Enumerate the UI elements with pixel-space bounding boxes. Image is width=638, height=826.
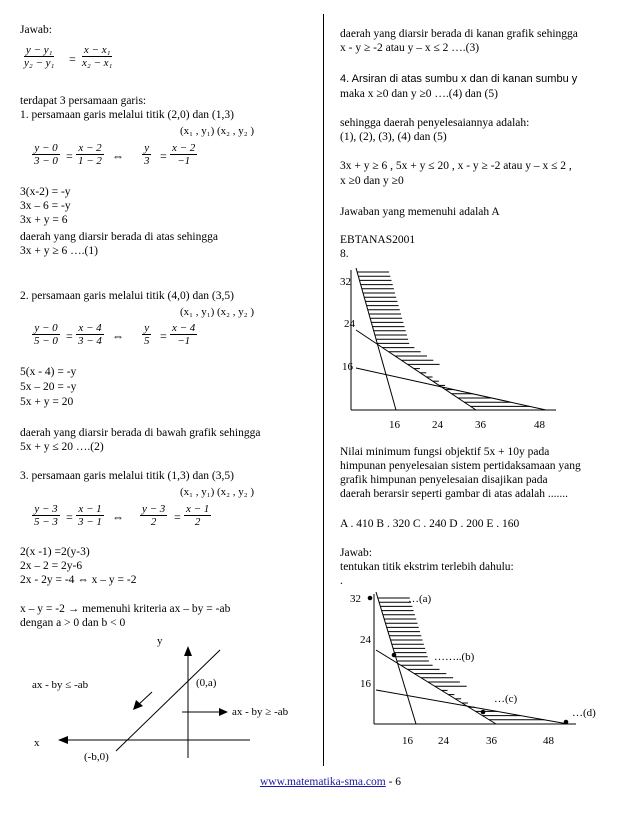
eq3-step: 2x – 2 = 2y-6 — [20, 560, 83, 572]
eq3-frac1: $\frac{y - 3}{5 - 3}$ — [34, 503, 58, 528]
sketch-line — [116, 650, 220, 751]
eq1-step: 3(x-2) = -y — [20, 186, 71, 198]
hint-text: tentukan titik ekstrim terlebih dahulu: — [340, 561, 514, 573]
footer — [260, 776, 401, 789]
question-line: Nilai minimum fungsi objektif 5x + 10y pada — [340, 446, 550, 458]
eq2-points: (x₁ , y₁) (x₂ , y₂ ) — [180, 306, 254, 318]
eq1-frac4: $\frac{x - 2}{-1}$ — [172, 142, 196, 167]
boundary-line-2 — [356, 330, 476, 410]
eq3-frac3: $\frac{y - 3}{2}$ — [142, 503, 166, 528]
equals-sign: = — [174, 510, 181, 524]
answer-options: A . 410 B . 320 C . 240 D . 200 E . 160 — [340, 518, 520, 530]
x-tick: 24 — [438, 735, 449, 747]
y-axis-arrow — [184, 646, 192, 656]
right-inequality: ax - by ≥ -ab — [232, 706, 289, 718]
eq3-frac4: $\frac{x - 1}{2}$ — [186, 503, 210, 528]
page-number: - 6 — [388, 776, 402, 788]
general-formula-right: $\frac{\text{x − x₁}}{\text{x₂ − x₁}}$ — [82, 44, 113, 69]
eq3-step: 2(x -1) =2(y-3) — [20, 546, 90, 558]
question-line: himpunan penyelesaian sistem pertidaksamaan yang — [340, 460, 581, 472]
eq1-points: (x₁ , y₁) (x₂ , y₂ ) — [180, 125, 254, 137]
boundary-line-1 — [376, 592, 416, 724]
left-region-arrow — [138, 692, 152, 705]
equals-sign: = — [66, 149, 73, 163]
eq1-step: daerah yang diarsir berada di atas sehingga — [20, 231, 218, 243]
point-b-label: (-b,0) — [84, 751, 109, 763]
y-tick: 32 — [340, 276, 351, 288]
p3-result: (1), (2), (3), (4) dan (5) — [340, 131, 447, 143]
eq1-title: 1. persamaan garis melalui titik (2,0) dan (1,3) — [20, 109, 234, 121]
y-tick: 24 — [360, 634, 371, 646]
eq2-step: daerah yang diarsir berada di bawah grafik sehingga — [20, 427, 261, 439]
hatch-lines — [357, 272, 530, 406]
x-tick: 16 — [402, 735, 413, 747]
eq1-result: 3x + y ≥ 6 ….(1) — [20, 245, 98, 257]
eq1-frac1: $\frac{y - 0}{3 - 0}$ — [34, 142, 58, 167]
intro-text: terdapat 3 persamaan garis: — [20, 95, 147, 107]
eq1-frac2: $\frac{x - 2}{1 - 2}$ — [78, 142, 102, 167]
column-divider — [323, 14, 324, 766]
iff-symbol: ⇔ — [112, 149, 124, 163]
p3-line: sehingga daerah penyelesaiannya adalah: — [340, 117, 530, 129]
x-tick: 24 — [432, 419, 443, 431]
equals-sign: = — [66, 329, 73, 343]
label-b: ……..(b) — [434, 651, 475, 663]
eq2-frac2: $\frac{x - 4}{3 - 4}$ — [78, 322, 102, 347]
eq1-step: 3x + y = 6 — [20, 214, 68, 226]
region-chart-2 — [336, 586, 606, 752]
x-tick: 36 — [486, 735, 497, 747]
equals-sign: = — [160, 329, 167, 343]
dot-mark: . — [340, 575, 343, 587]
p2-line: 4. Arsiran di atas sumbu x dan di kanan sumbu y — [340, 73, 578, 85]
eq2-step: 5x + y = 20 — [20, 396, 74, 408]
p1-result: x - y ≥ -2 atau y – x ≤ 2 ….(3) — [340, 42, 480, 54]
x-tick: 36 — [475, 419, 486, 431]
extreme-point-c — [481, 710, 486, 715]
left-inequality: ax - by ≤ -ab — [32, 679, 89, 691]
iff-symbol: ⇔ — [112, 329, 124, 343]
label-a: …(a) — [408, 593, 432, 605]
general-formula-left: $\frac{\text{y − y₁}}{\text{y₂ − y₁}}$ — [24, 44, 55, 69]
label-d: …(d) — [572, 707, 596, 719]
boundary-line-3 — [356, 368, 546, 410]
jawab-label-2: Jawab: — [340, 547, 372, 559]
extreme-point-b — [392, 653, 397, 658]
y-tick: 32 — [350, 593, 361, 605]
source-label: EBTANAS2001 — [340, 234, 416, 246]
region-chart-1 — [336, 260, 566, 436]
eq3-step: 2x - 2y = -4 ⇔ x – y = -2 — [20, 574, 137, 586]
iff-symbol: ⇔ — [112, 510, 124, 524]
x-axis-arrow — [58, 736, 68, 744]
criteria-condition: dengan a > 0 dan b < 0 — [20, 617, 126, 629]
question-line: grafik himpunan penyelesaian disajikan pada — [340, 474, 548, 486]
answer-text: Jawaban yang memenuhi adalah A — [340, 206, 500, 218]
eq2-frac3: $\frac{y}{5}$ — [144, 322, 150, 347]
right-arrow-head — [219, 708, 228, 716]
sketch-y-label: y — [157, 635, 163, 647]
eq2-frac1: $\frac{y - 0}{5 - 0}$ — [34, 322, 58, 347]
p4-result: x ≥0 dan y ≥0 — [340, 175, 404, 187]
x-tick: 16 — [389, 419, 400, 431]
problem-number: 8. — [340, 248, 349, 260]
label-c: …(c) — [494, 693, 518, 705]
y-tick: 16 — [360, 678, 371, 690]
jawab-label: Jawab: — [20, 24, 52, 36]
x-tick: 48 — [534, 419, 545, 431]
eq3-frac2: $\frac{x - 1}{3 - 1}$ — [78, 503, 102, 528]
eq2-step: 5(x - 4) = -y — [20, 366, 77, 378]
y-tick: 16 — [342, 361, 353, 373]
eq3-points: (x₁ , y₁) (x₂ , y₂ ) — [180, 486, 254, 498]
equals-sign: = — [66, 510, 73, 524]
extreme-point-a — [368, 596, 373, 601]
p1-line: daerah yang diarsir berada di kanan grafik sehingga — [340, 28, 578, 40]
eq1-step: 3x – 6 = -y — [20, 200, 71, 212]
p2-result: maka x ≥0 dan y ≥0 ….(4) dan (5) — [340, 88, 498, 100]
x-tick: 48 — [543, 735, 554, 747]
point-a-label: (0,a) — [196, 677, 217, 689]
criteria-text: x – y = -2 → memenuhi kriteria ax – by = -ab — [20, 603, 231, 615]
extreme-point-d — [564, 720, 569, 725]
eq1-frac3: $\frac{y}{3}$ — [144, 142, 150, 167]
eq2-step: 5x – 20 = -y — [20, 381, 77, 393]
equals-sign: = — [160, 149, 167, 163]
footer-url-link[interactable]: www.matematika-sma.com — [260, 776, 386, 788]
line-sketch — [20, 630, 320, 765]
sketch-x-label: x — [34, 737, 40, 749]
boundary-line-3 — [376, 690, 568, 724]
question-line: daerah berarsir seperti gambar di atas adalah ....... — [340, 488, 568, 500]
equals-sign: = — [69, 52, 76, 66]
p4-line: 3x + y ≥ 6 , 5x + y ≤ 20 , x - y ≥ -2 atau y – x ≤ 2 , — [340, 160, 572, 172]
eq3-title: 3. persamaan garis melalui titik (1,3) dan (3,5) — [20, 470, 234, 482]
eq2-title: 2. persamaan garis melalui titik (4,0) dan (3,5) — [20, 290, 234, 302]
eq2-frac4: $\frac{x - 4}{-1}$ — [172, 322, 196, 347]
y-tick: 24 — [344, 318, 355, 330]
eq2-result: 5x + y ≤ 20 ….(2) — [20, 441, 104, 453]
